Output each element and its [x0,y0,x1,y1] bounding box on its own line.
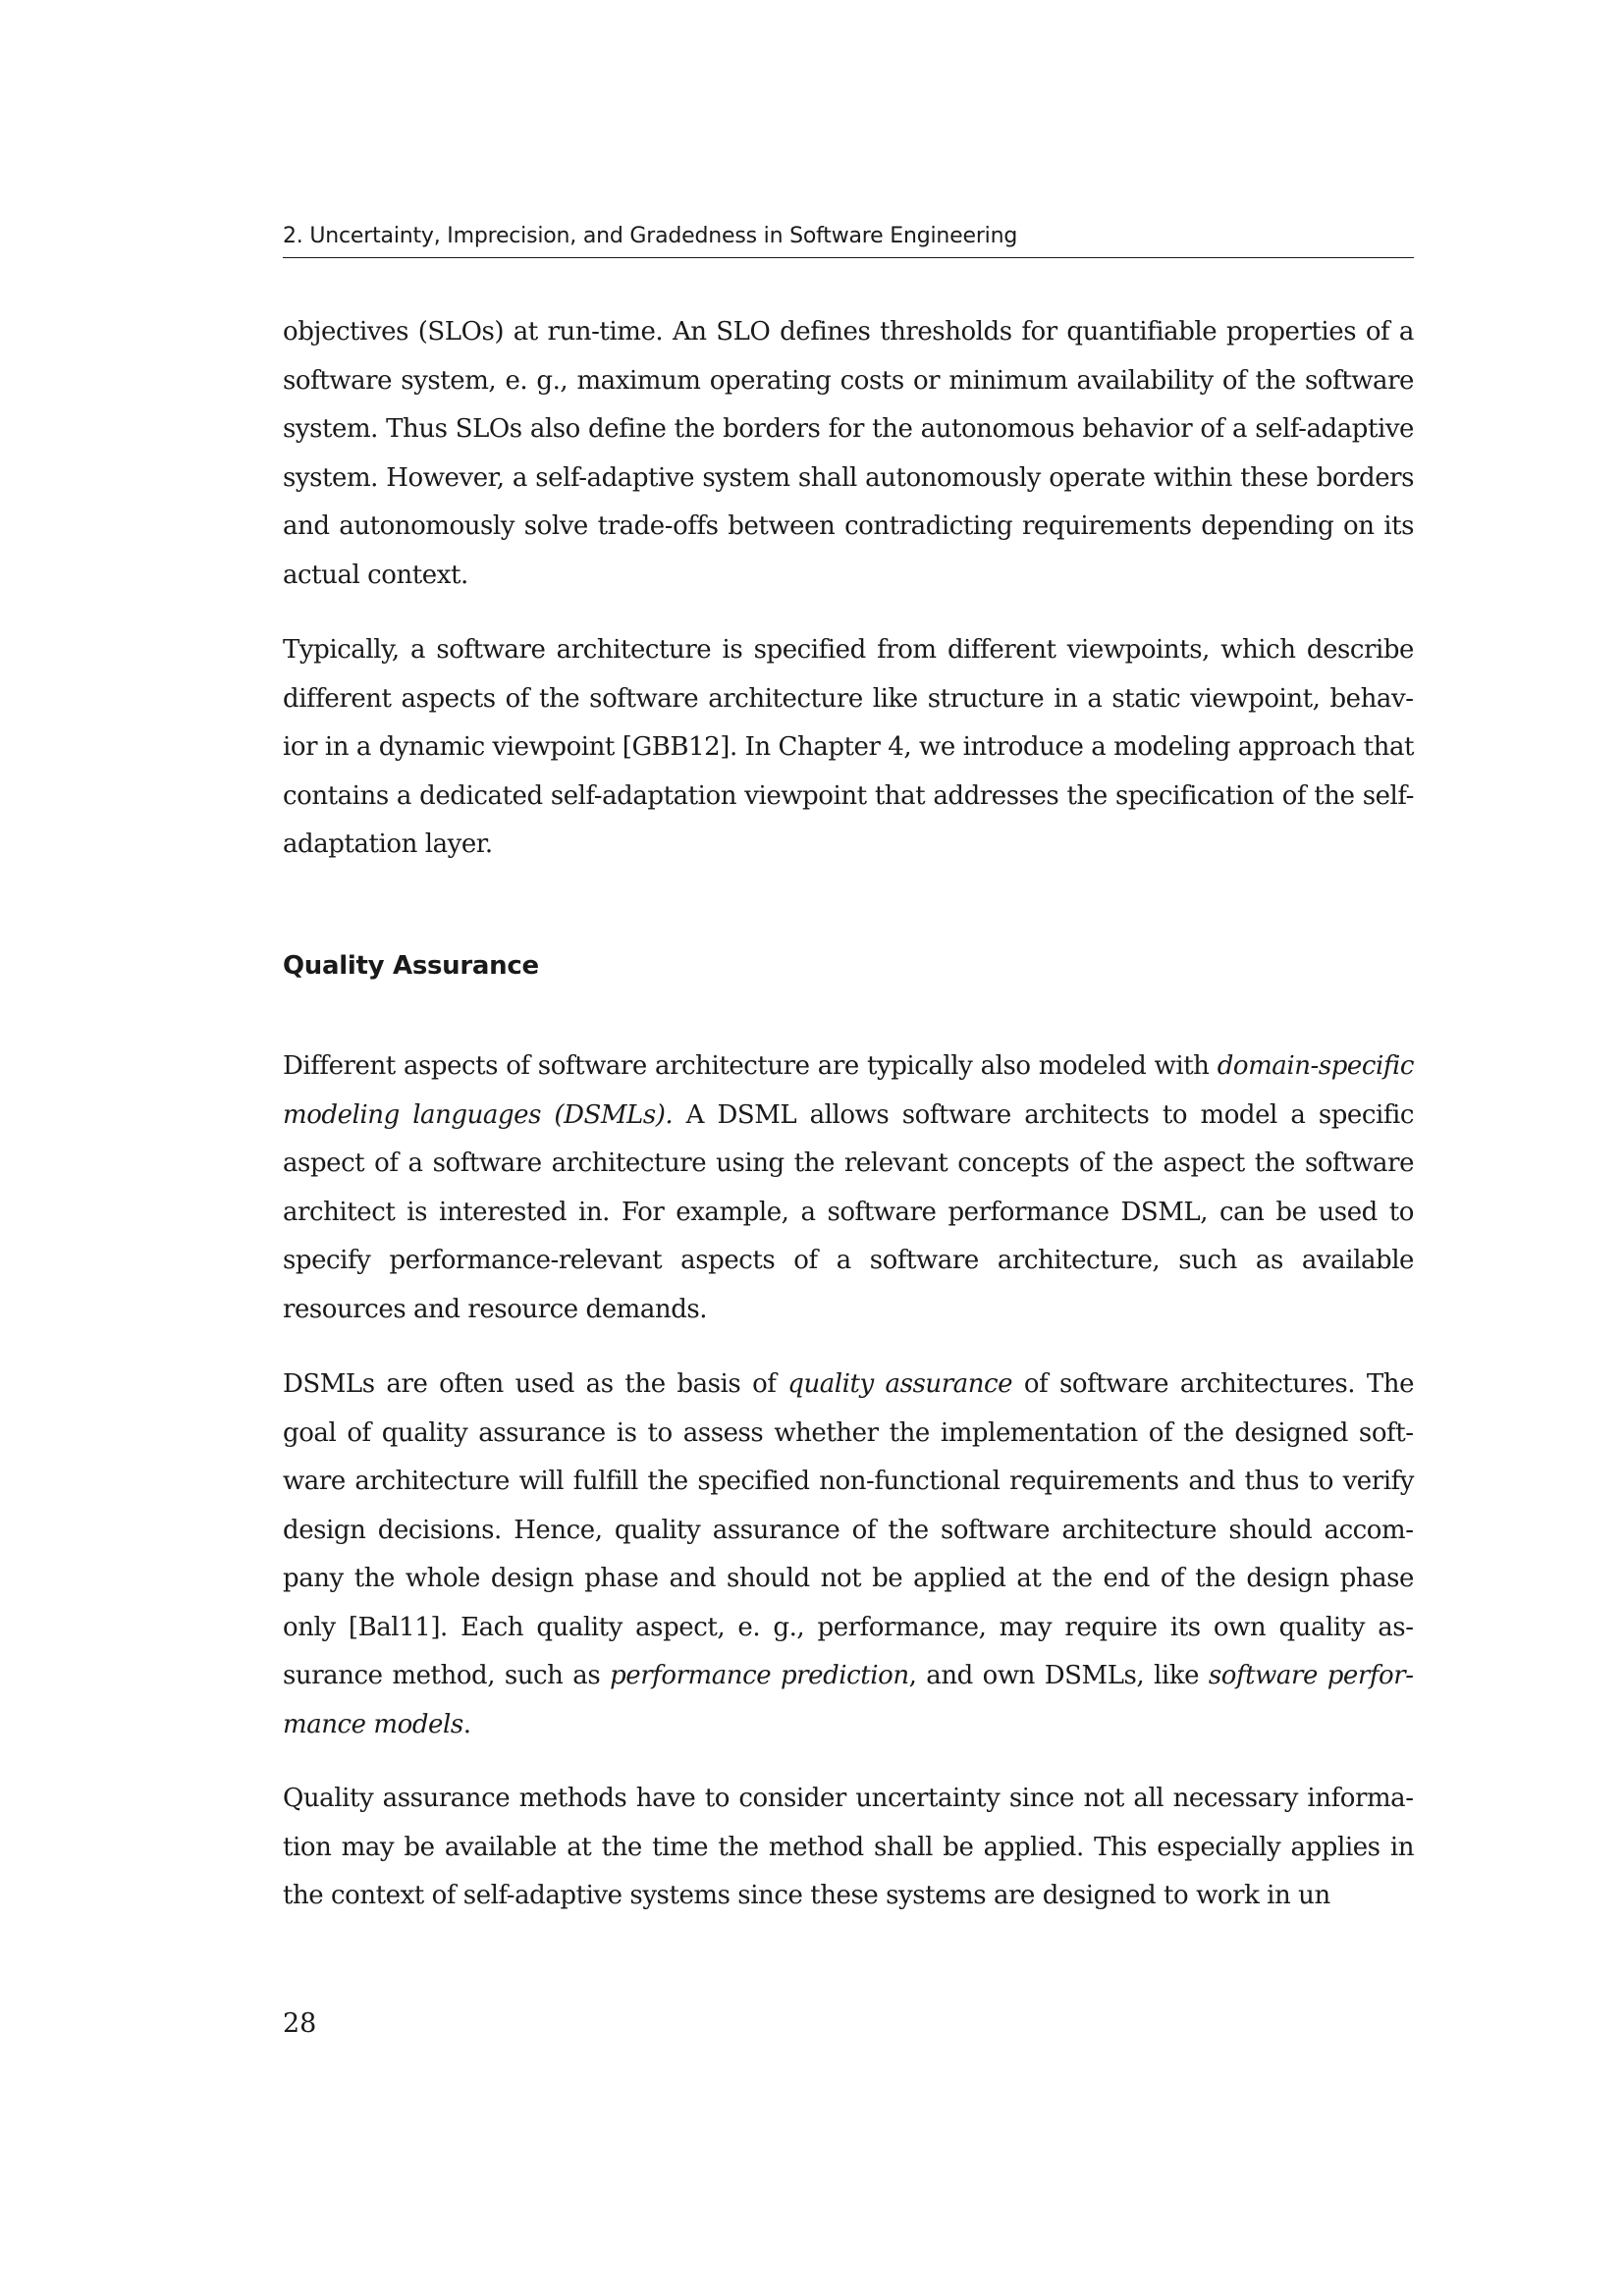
dsml-emphasis: domain-specific modeling languages (DSMLs). [283,1051,1414,1130]
paragraph-dsml [283,1042,1414,1334]
dsml-text-pre: Different aspects of software architecture are typically also modeled with [283,1051,1218,1081]
running-header [283,222,1414,258]
paragraph-architecture-viewpoints: Typically, a software architecture is specified from different viewpoints, which describe different aspects of the software architecture like structure in a static viewpoint, behavior in a dynamic viewpoint [GBB12]. In Chapter 4, we introduce a modeling approach that contains a dedicated self-adaptation viewpoint that addresses the specification of the self-adaptation layer. [283,635,1414,859]
page-number: 28 [283,2008,317,2039]
qa-text-post: . [462,1709,471,1739]
paragraph-uncertainty: Quality assurance methods have to consider uncertainty since not all necessary information may be available at the time the method shall be applied. This especially applies in the context of self-adaptive systems since these systems are designed to work in un [283,1784,1414,1910]
qa-emphasis-performance-prediction: performance prediction [610,1661,909,1690]
section-heading-quality-assurance: Quality Assurance [283,951,539,981]
qa-text-pre: DSMLs are often used as the basis of [283,1369,788,1399]
qa-text-mid2: , and own DSMLs, like [908,1661,1209,1690]
paragraph-quality-assurance [283,1361,1414,1749]
dsml-text-post: A DSML allows software architects to model a specific aspect of a software architecture using the relevant concepts of the aspect the software architect is interested in. For example, a software performance DSML, can be used to specify performance-relevant aspects of a software architecture, such as available resources and resource demands. [283,1099,1414,1324]
qa-emphasis-quality-assurance: quality assurance [787,1369,1013,1399]
qa-text-mid1: of software architectures. The goal of quality assurance is to assess whether the implementation of the designed software architecture will fulfill the specified non-functional requirements and thus to verify design decisions. Hence, quality assurance of the software architecture should accompany the whole design phase and should not be applied at the end of the design phase only [Bal11]. Each quality aspect, e. g., performance, may require its own quality assurance method, such as [283,1369,1415,1690]
running-header-title: 2. Uncertainty, Imprecision, and Gradedness in Software Engineering [283,224,1018,248]
paragraph-slo-definition: objectives (SLOs) at run-time. An SLO defines thresholds for quantifiable properties of a software system, e. g., maximum operating costs or minimum availability of the software system. Thus SLOs also define the borders for the autonomous behavior of a self-adaptive system. However, a self-adaptive system shall autonomously operate within these borders and autonomously solve trade-offs between contradicting requirements depending on its actual context. [283,317,1414,590]
qa-emphasis-performance-models: software performance models [283,1661,1414,1739]
